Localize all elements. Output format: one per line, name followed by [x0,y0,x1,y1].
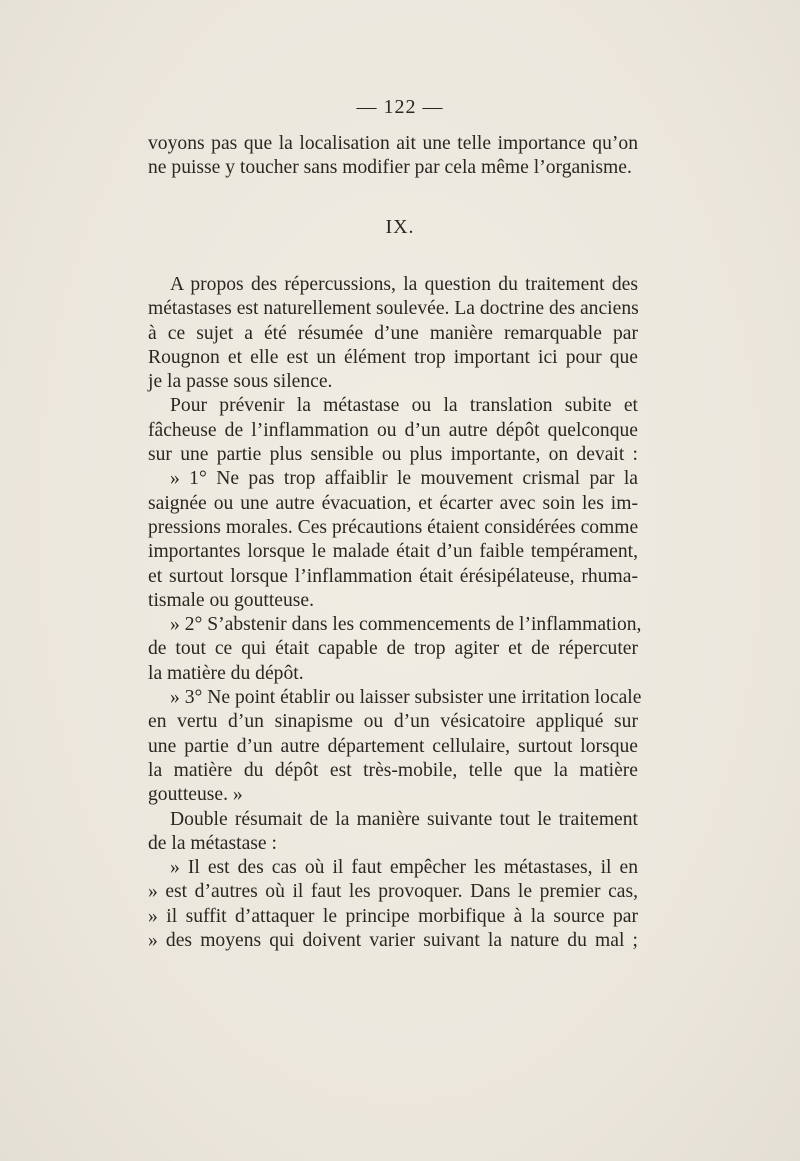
text-line: la matière du dépôt est très-mobile, telle que la matière [148,759,638,781]
text-line: fâcheuse de l’inflammation ou d’un autre dépôt quelconque [148,419,638,441]
text-line: tismale ou goutteuse. [148,589,314,611]
intro-paragraph [148,132,638,181]
text-line: » est d’autres où il faut les provoquer. Dans le premier cas, [148,881,638,903]
text-line: » 1° Ne pas trop affaiblir le mouvement crismal par la [170,468,638,490]
text-line: la matière du dépôt. [148,662,304,684]
text-line: métastases est naturellement soulevée. La doctrine des anciens [148,298,639,320]
text-line: » Il est des cas où il faut empêcher les métastases, il en [170,857,638,879]
text-line: importantes lorsque le malade était d’un faible tempérament, [148,541,638,563]
text-line: ne puisse y toucher sans modifier par cela même l’organisme. [148,157,632,179]
text-line: de la métastase : [148,832,277,854]
text-line: » 2° S’abstenir dans les commencements de l’inflammation, [170,614,642,636]
text-line: saignée ou une autre évacuation, et écarter avec soin les im- [148,492,638,514]
page-number: — 122 — [356,96,444,118]
text-line: pressions morales. Ces précautions étaient considérées comme [148,516,639,538]
text-line: de tout ce qui était capable de trop agiter et de répercuter [148,638,638,660]
text-line: à ce sujet a été résumée d’une manière remarquable par [148,322,638,344]
text-line: sur une partie plus sensible ou plus importante, on devait : [148,444,638,466]
text-line: » 3° Ne point établir ou laisser subsister une irritation locale [170,687,642,709]
text-line: Double résumait de la manière suivante tout le traitement [170,808,638,830]
section-heading: IX. [385,216,415,238]
text-line: goutteuse. » [148,784,243,806]
text-line: Rougnon et elle est un élément trop important ici pour que [148,346,638,368]
text-line: » des moyens qui doivent varier suivant la nature du mal ; [148,930,638,952]
text-line: A propos des répercussions, la question du traitement des [170,274,638,295]
text-line: une partie d’un autre département cellulaire, surtout lorsque [148,735,638,757]
text-line: Pour prévenir la métastase ou la translation subite et [170,395,638,417]
text-line: en vertu d’un sinapisme ou d’un vésicatoire appliqué sur [148,711,638,733]
text-line: et surtout lorsque l’inflammation était érésipélateuse, rhuma- [148,565,638,587]
text-line: voyons pas que la localisation ait une telle importance qu’on [148,133,638,154]
section-body [148,273,642,953]
text-line: » il suffit d’attaquer le principe morbifique à la source par [148,905,638,927]
text-line: je la passe sous silence. [148,371,333,393]
